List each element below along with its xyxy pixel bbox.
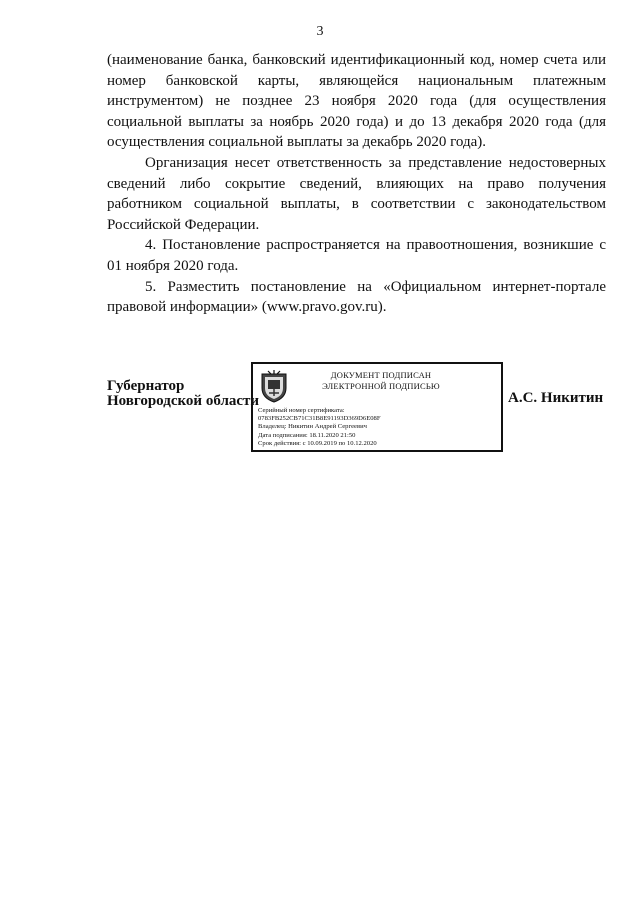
paragraph-item-4: 4. Постановление распространяется на правоотношения, возникшие с 01 ноября 2020 года.: [107, 237, 606, 274]
signatory-position: [107, 379, 259, 409]
paragraph-bank-details: (наименование банка, банковский идентификационный код, номер счета или номер банковской карты, являющейся национальным платежным инструментом) не позднее 23 ноября 2020 года (для осуществления социальной выплаты за ноябрь 2020 года) и до 13 декабря 2020 года (для осуществления социальной выплаты за декабрь 2020 года).: [107, 52, 606, 151]
paragraph-item-5: 5. Разместить постановление на «Официальном интернет-портале правовой информации» (www.pravo.gov.ru).: [107, 278, 606, 316]
certificate-serial-label: Серийный номер сертификата:: [258, 407, 345, 414]
signatory-position-line2: Новгородской области: [107, 393, 260, 409]
signatory-position-line1: Губернатор: [107, 378, 185, 394]
certificate-serial-value: 0783FB252CB71C31B8E91193D369D6E08F: [258, 415, 381, 423]
certificate-owner: Владелец: Никитин Андрей Сергеевич: [258, 423, 367, 431]
stamp-heading-line1: ДОКУМЕНТ ПОДПИСАН: [330, 370, 432, 380]
stamp-heading-line2: ЭЛЕКТРОННОЙ ПОДПИСЬЮ: [322, 381, 440, 391]
page-number: 3: [316, 24, 324, 39]
coat-of-arms-icon: [259, 369, 289, 403]
stamp-heading: [301, 370, 461, 392]
stamp-details: [258, 407, 500, 448]
paragraph-responsibility: Организация несет ответственность за представление недостоверных сведений либо сокрытие сведений, влияющих на право получения работником социальной выплаты, в соответствии с законодательством Российской Федерации.: [107, 154, 606, 233]
certificate-validity: Срок действия: с 10.09.2019 по 10.12.2020: [258, 439, 377, 447]
signing-date: Дата подписания: 18.11.2020 21:50: [258, 431, 356, 439]
signatory-name: А.С. Никитин: [508, 390, 604, 406]
electronic-signature-stamp: [251, 362, 503, 452]
document-body: [107, 50, 606, 318]
